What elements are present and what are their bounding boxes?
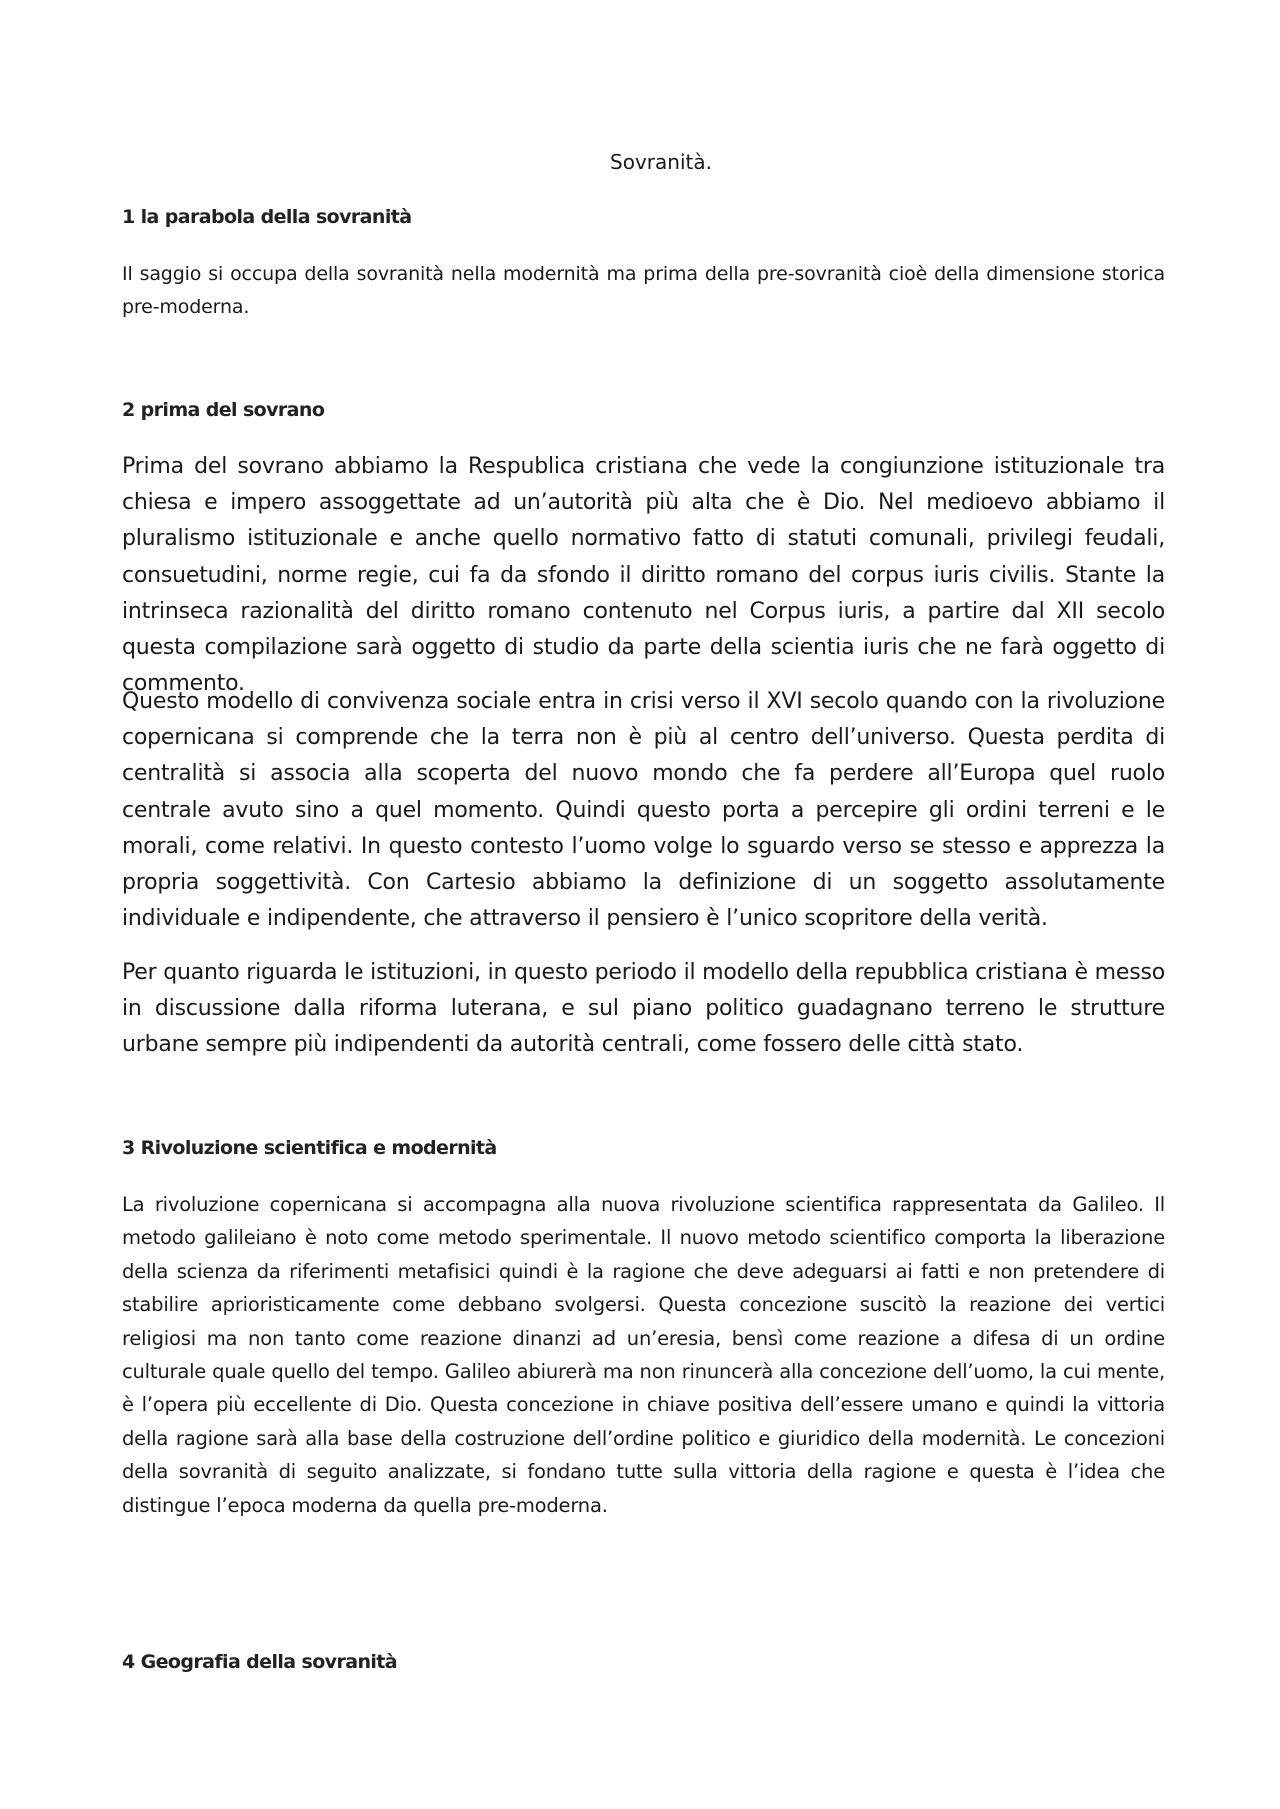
section-2-paragraph-1: Prima del sovrano abbiamo la Respublica cristiana che vede la congiunzione istituzionale tra chiesa e impero assoggettate ad un’autorità più alta che è Dio. Nel medioevo abbiamo il pluralismo istituzionale e anche quello normativo fatto di statuti comunali, privilegi feudali, consuetudini, norme regie, cui fa da sfondo il diritto romano del corpus iuris civilis. Stante la intrinseca razionalità del diritto romano contenuto nel Corpus iuris, a partire dal XII secolo questa compilazione sarà oggetto di studio da parte della scientia iuris che ne farà oggetto di commento. [122,454,1165,697]
section-heading-3: 3 Rivoluzione scientifica e modernità [122,1137,497,1159]
section-1-paragraph-1: Il saggio si occupa della sovranità nella modernità ma prima della pre-sovranità cioè della dimensione storica pre-moderna. [122,263,1165,318]
document-title: Sovranità. [610,150,712,174]
section-heading-4: 4 Geografia della sovranità [122,1651,398,1673]
section-3-paragraph-1: La rivoluzione copernicana si accompagna alla nuova rivoluzione scientifica rappresentata da Galileo. Il metodo galileiano è noto come metodo sperimentale. Il nuovo metodo scientifico comporta la liberazione della scienza da riferimenti metafisici quindi è la ragione che deve adeguarsi ai fatti e non pretendere di stabilire aprioristicamente come debbano svolgersi. Questa concezione suscitò la reazione dei vertici religiosi ma non tanto come reazione dinanzi ad un’eresia, bensì come reazione a difesa di un ordine culturale quale quello del tempo. Galileo abiurerà ma non rinuncerà alla concezione dell’uomo, la cui mente, è l’opera più eccellente di Dio. Questa concezione in chiave positiva dell’essere umano e quindi la vittoria della ragione sarà alla base della costruzione dell’ordine politico e giuridico della modernità. Le concezioni della sovranità di seguito analizzate, si fondano tutte sulla vittoria della ragione e questa è l’idea che distingue l’epoca moderna da quella pre-moderna. [122,1193,1165,1517]
section-2-paragraph-2: Questo modello di convivenza sociale entra in crisi verso il XVI secolo quando con la rivoluzione copernicana si comprende che la terra non è più al centro dell’universo. Questa perdita di centralità si associa alla scoperta del nuovo mondo che fa perdere all’Europa quel ruolo centrale avuto sino a quel momento. Quindi questo porta a percepire gli ordini terreni e le morali, come relativi. In questo contesto l’uomo volge lo sguardo verso se stesso e apprezza la propria soggettività. Con Cartesio abbiamo la definizione di un soggetto assolutamente individuale e indipendente, che attraverso il pensiero è l’unico scopritore della verità. [122,689,1165,932]
section-2-paragraph-3: Per quanto riguarda le istituzioni, in questo periodo il modello della repubblica cristiana è messo in discussione dalla riforma luterana, e sul piano politico guadagnano terreno le strutture urbane sempre più indipendenti da autorità centrali, come fossero delle città stato. [122,960,1166,1058]
section-heading-2: 2 prima del sovrano [122,399,325,421]
section-heading-1: 1 la parabola della sovranità [122,206,412,228]
